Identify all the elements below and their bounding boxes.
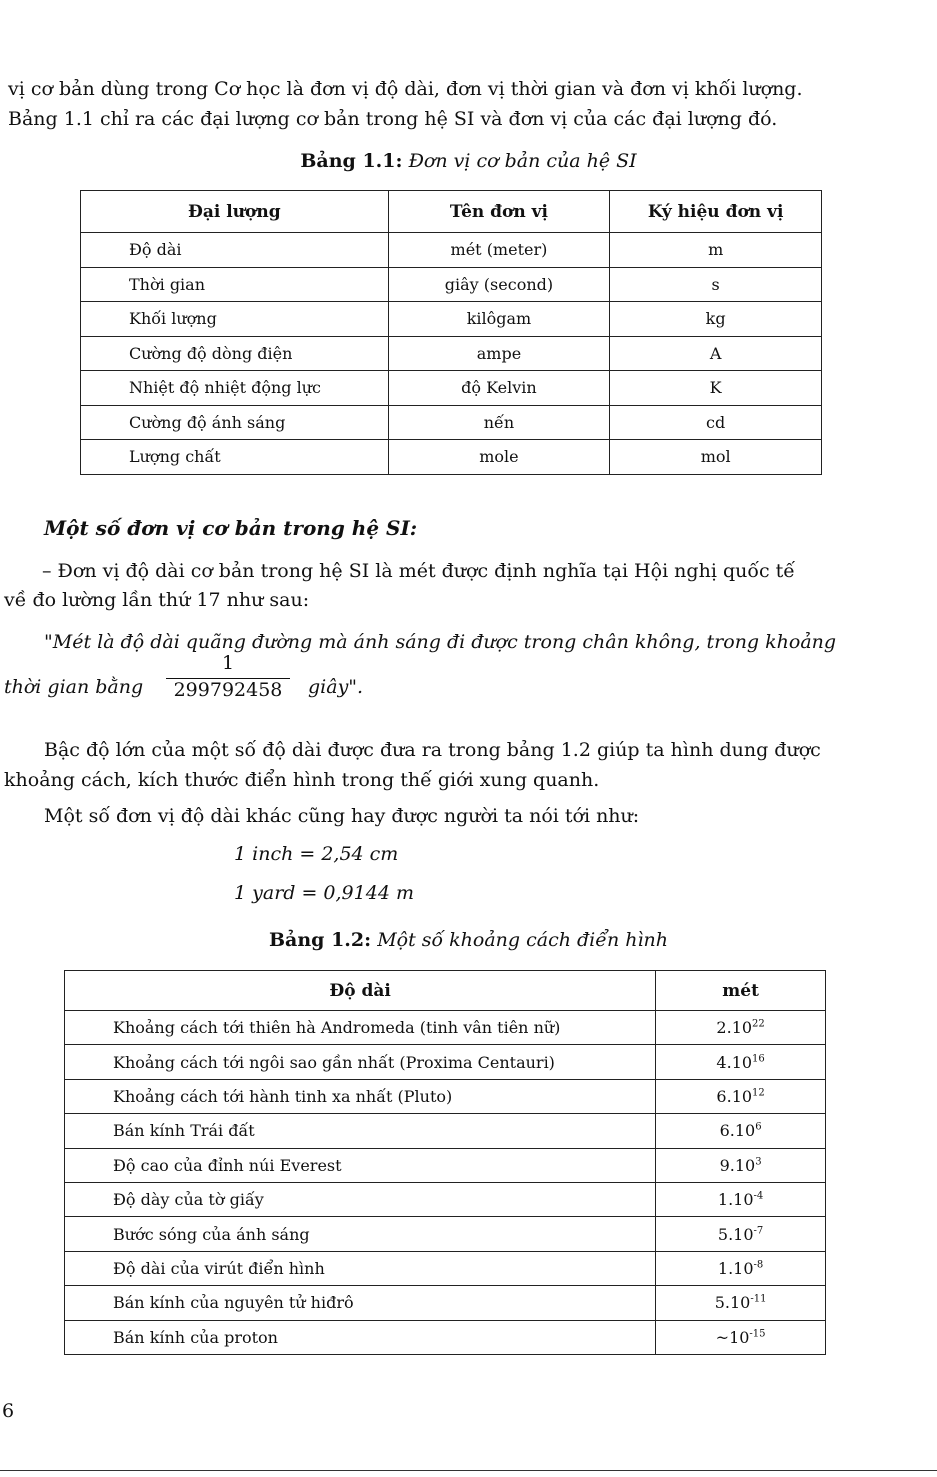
table2-row [65, 1148, 826, 1182]
table1-caption-text: Đơn vị cơ bản của hệ SI [408, 150, 637, 172]
value-exponent: -7 [753, 1225, 764, 1237]
table1-row [81, 440, 822, 475]
table1-cell: Thời gian [81, 267, 389, 302]
table1-row [81, 405, 822, 440]
value-exponent: -8 [753, 1259, 764, 1271]
value-base: 1.10 [717, 1258, 754, 1278]
value-base: 5.10 [714, 1293, 751, 1313]
table1-row [81, 302, 822, 337]
table-si-units [80, 190, 822, 475]
table1-cell: Cường độ ánh sáng [81, 405, 389, 440]
section-heading: Một số đơn vị cơ bản trong hệ SI: [44, 516, 418, 540]
table2-label-cell: Bước sóng của ánh sáng [65, 1217, 656, 1251]
table2-row [65, 1045, 826, 1079]
section-p2-line-2: khoảng cách, kích thước điển hình trong thế giới xung quanh. [4, 769, 600, 791]
table1-cell: mole [388, 440, 610, 475]
table2-header-row [65, 971, 826, 1011]
value-base: 2.10 [716, 1018, 753, 1038]
value-exponent: 3 [755, 1156, 762, 1168]
table1-cell: Lượng chất [81, 440, 389, 475]
equation-inch: 1 inch = 2,54 cm [234, 843, 399, 865]
intro-line-1: vị cơ bản dùng trong Cơ học là đơn vị độ dài, đơn vị thời gian và đơn vị khối lượng. [8, 78, 803, 100]
table2-label-cell: Khoảng cách tới ngôi sao gần nhất (Proxima Centauri) [65, 1045, 656, 1079]
table2-label-cell: Độ dày của tờ giấy [65, 1182, 656, 1216]
table2-label-cell: Độ dài của virút điển hình [65, 1251, 656, 1285]
table2-caption [0, 929, 937, 951]
section-p2-line-1: Bậc độ lớn của một số độ dài được đưa ra trong bảng 1.2 giúp ta hình dung được [44, 739, 821, 761]
value-exponent: -15 [749, 1328, 766, 1340]
table1-row [81, 233, 822, 268]
table2-row [65, 1217, 826, 1251]
table1-cell: kilôgam [388, 302, 610, 337]
value-exponent: 22 [752, 1018, 765, 1030]
table1-caption-label: Bảng 1.1: [300, 150, 403, 172]
table1-row [81, 267, 822, 302]
fraction-denominator: 299792458 [173, 679, 283, 701]
table1-cell: kg [610, 302, 822, 337]
fraction [166, 652, 290, 705]
equation-yard: 1 yard = 0,9144 m [234, 882, 414, 904]
table2-value-cell [656, 1011, 826, 1045]
intro-line-2: Bảng 1.1 chỉ ra các đại lượng cơ bản trong hệ SI và đơn vị của các đại lượng đó. [8, 108, 778, 130]
table1-header-cell: Đại lượng [81, 191, 389, 233]
table2-caption-label: Bảng 1.2: [268, 929, 372, 951]
table-typical-distances [64, 970, 826, 1355]
page-number: 6 [2, 1400, 15, 1422]
table1-cell: nến [388, 405, 610, 440]
value-base: 6.10 [719, 1121, 756, 1141]
table2-value-cell [656, 1182, 826, 1216]
value-base: 9.10 [719, 1155, 756, 1175]
value-base: 5.10 [717, 1224, 754, 1244]
table1-cell: giây (second) [388, 267, 610, 302]
value-exponent: 12 [752, 1087, 765, 1099]
value-base: 4.10 [716, 1052, 753, 1072]
value-exponent: 6 [755, 1122, 762, 1134]
table2-header-cell: mét [656, 971, 826, 1011]
table2-value-cell [656, 1217, 826, 1251]
quote-line-1: "Mét là độ dài quãng đường mà ánh sáng đi được trong chân không, trong khoảng [44, 631, 837, 653]
table2-row [65, 1114, 826, 1148]
table2-value-cell [656, 1148, 826, 1182]
table2-row [65, 1251, 826, 1285]
table1-row [81, 371, 822, 406]
table2-row [65, 1011, 826, 1045]
table2-header-cell: Độ dài [65, 971, 656, 1011]
table2-row [65, 1320, 826, 1354]
fraction-numerator: 1 [221, 652, 235, 674]
table2-value-cell [656, 1045, 826, 1079]
table1-cell: Nhiệt độ nhiệt động lực [81, 371, 389, 406]
table2-value-cell [656, 1114, 826, 1148]
table1-cell: mét (meter) [388, 233, 610, 268]
table2-value-cell [656, 1079, 826, 1113]
section-p3: Một số đơn vị độ dài khác cũng hay được người ta nói tới như: [44, 805, 640, 827]
table1-row [81, 336, 822, 371]
table1-header-cell: Tên đơn vị [388, 191, 610, 233]
table1-caption [0, 150, 937, 172]
table1-cell: A [610, 336, 822, 371]
quote-suffix: giây". [308, 676, 364, 698]
value-base: 1.10 [717, 1190, 754, 1210]
quote-prefix: thời gian bằng [4, 676, 144, 698]
table2-row [65, 1182, 826, 1216]
value-exponent: -11 [750, 1293, 767, 1305]
table1-header-cell: Ký hiệu đơn vị [610, 191, 822, 233]
table1-cell: Cường độ dòng điện [81, 336, 389, 371]
table1-cell: mol [610, 440, 822, 475]
table2-caption-text: Một số khoảng cách điển hình [377, 929, 669, 951]
table2-label-cell: Khoảng cách tới thiên hà Andromeda (tinh vân tiên nữ) [65, 1011, 656, 1045]
table1-cell: độ Kelvin [388, 371, 610, 406]
table2-label-cell: Bán kính Trái đất [65, 1114, 656, 1148]
table1-header-row [81, 191, 822, 233]
table1-cell: K [610, 371, 822, 406]
table2-label-cell: Độ cao của đỉnh núi Everest [65, 1148, 656, 1182]
section-p1-line-1: – Đơn vị độ dài cơ bản trong hệ SI là mét được định nghĩa tại Hội nghị quốc tế [42, 560, 795, 582]
table1-cell: s [610, 267, 822, 302]
table2-row [65, 1286, 826, 1320]
table1-cell: Độ dài [81, 233, 389, 268]
table2-value-cell [656, 1251, 826, 1285]
table2-value-cell [656, 1286, 826, 1320]
table1-cell: m [610, 233, 822, 268]
value-base: ~10 [715, 1327, 750, 1347]
table2-label-cell: Bán kính của nguyên tử hiđrô [65, 1286, 656, 1320]
table1-cell: Khối lượng [81, 302, 389, 337]
table2-label-cell: Khoảng cách tới hành tinh xa nhất (Pluto) [65, 1079, 656, 1113]
value-exponent: -4 [753, 1190, 764, 1202]
value-exponent: 16 [752, 1053, 765, 1065]
section-p1-line-2: về đo lường lần thứ 17 như sau: [4, 589, 310, 611]
bottom-rule [0, 1470, 937, 1471]
table1-cell: cd [610, 405, 822, 440]
table1-cell: ampe [388, 336, 610, 371]
table2-row [65, 1079, 826, 1113]
table2-label-cell: Bán kính của proton [65, 1320, 656, 1354]
value-base: 6.10 [716, 1086, 753, 1106]
table2-value-cell [656, 1320, 826, 1354]
